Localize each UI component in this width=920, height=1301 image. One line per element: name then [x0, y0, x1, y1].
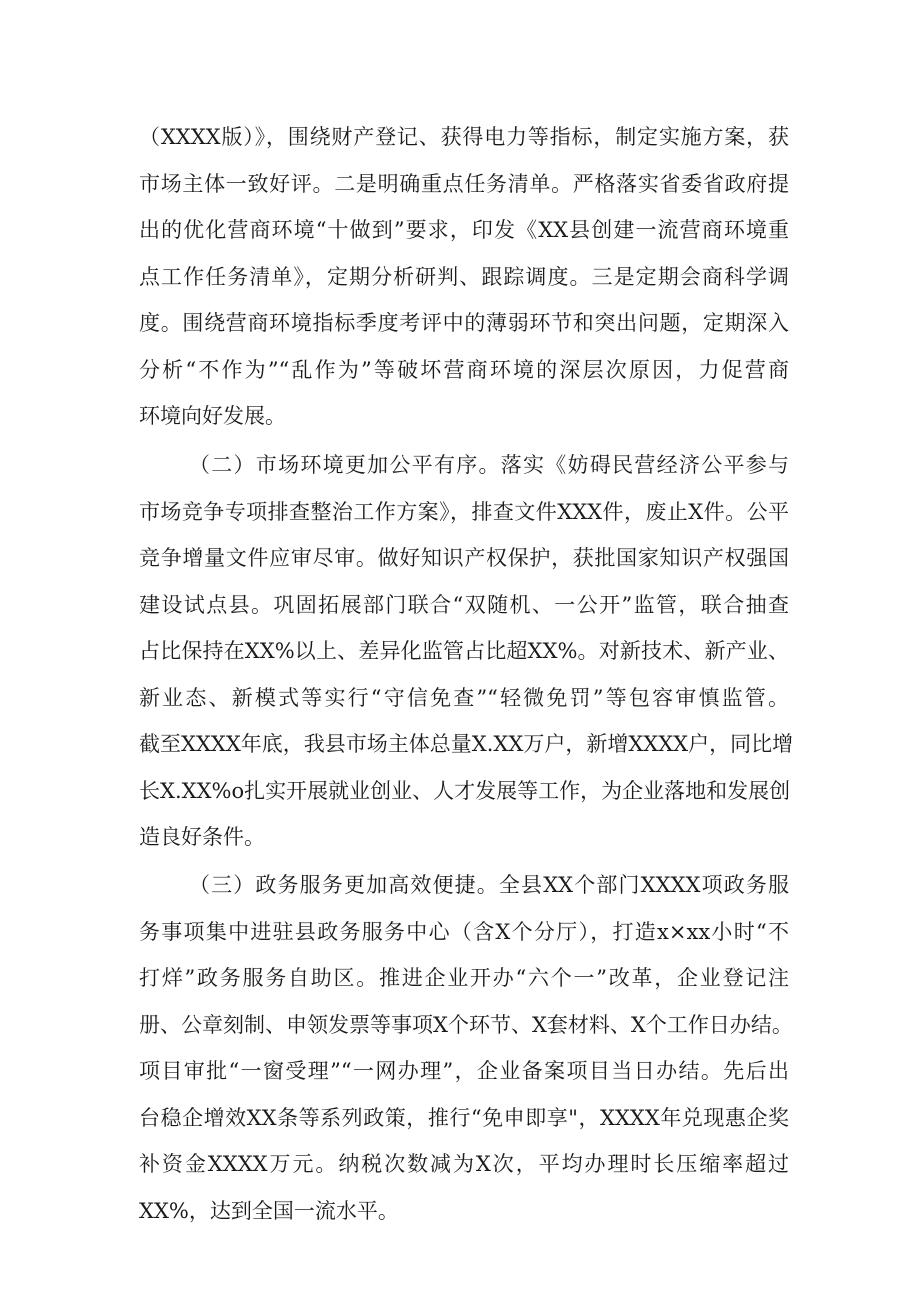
text-line: 补资金XXXX万元。纳税次数减为X次，平均办理时长压缩率超过 [139, 1152, 789, 1176]
text-line: 项目审批“一窗受理”“一网办理”，企业备案项目当日办结。先后出 [139, 1059, 789, 1083]
text-line: 册、公章刻制、申领发票等事项X个环节、X套材料、X个工作日办结。 [139, 1013, 793, 1037]
text-line: 务事项集中进驻县政务服务中心（含X个分厅），打造x×xx小时“不 [139, 920, 789, 944]
text-line: 造良好条件。 [139, 825, 265, 849]
text-line: 环境向好发展。 [139, 404, 286, 428]
text-line: 市场竞争专项排查整治工作方案》，排查文件XXX件，废止X件。公平 [139, 500, 789, 524]
text-line: 市场主体一致好评。二是明确重点任务清单。严格落实省委省政府提 [139, 172, 789, 196]
text-line: （二）市场环境更加公平有序。落实《妨碍民营经济公平参与 [189, 453, 789, 477]
text-line: 竞争增量文件应审尽审。做好知识产权保护，获批国家知识产权强国 [139, 546, 789, 570]
text-line: 长X.XX%o扎实开展就业创业、人才发展等工作，为企业落地和发展创 [139, 779, 791, 803]
text-line: XX%，达到全国一流水平。 [139, 1199, 399, 1223]
text-line: 截至XXXX年底，我县市场主体总量X.XX万户，新增XXXX户，同比增 [139, 732, 794, 756]
text-line: 出的优化营商环境“十做到”要求，印发《XX县创建一流营商环境重 [139, 218, 789, 242]
text-line: 点工作任务清单》，定期分析研判、跟踪调度。三是定期会商科学调 [139, 265, 789, 289]
text-line: 分析“不作为”“乱作为”等破坏营商环境的深层次原因，力促营商 [139, 358, 789, 382]
text-line: （三）政务服务更加高效便捷。全县XX个部门XXXX项政务服 [189, 873, 789, 897]
text-line: 台稳企增效XX条等系列政策，推行“免申即享"，XXXX年兑现惠企奖 [139, 1106, 789, 1130]
text-line: 新业态、新模式等实行“守信免查”“轻微免罚”等包容审慎监管。 [139, 686, 789, 710]
text-line: 度。围绕营商环境指标季度考评中的薄弱环节和突出问题，定期深入 [139, 311, 789, 335]
text-line: （XXXX版）》，围绕财产登记、获得电力等指标，制定实施方案，获 [139, 125, 789, 149]
text-line: 占比保持在XX%以上、差异化监管占比超XX%。对新技术、新产业、 [139, 639, 789, 663]
text-line: 打烊”政务服务自助区。推进企业开办“六个一”改革，企业登记注 [139, 966, 789, 990]
text-line: 建设试点县。巩固拓展部门联合“双随机、一公开”监管，联合抽查 [139, 593, 789, 617]
